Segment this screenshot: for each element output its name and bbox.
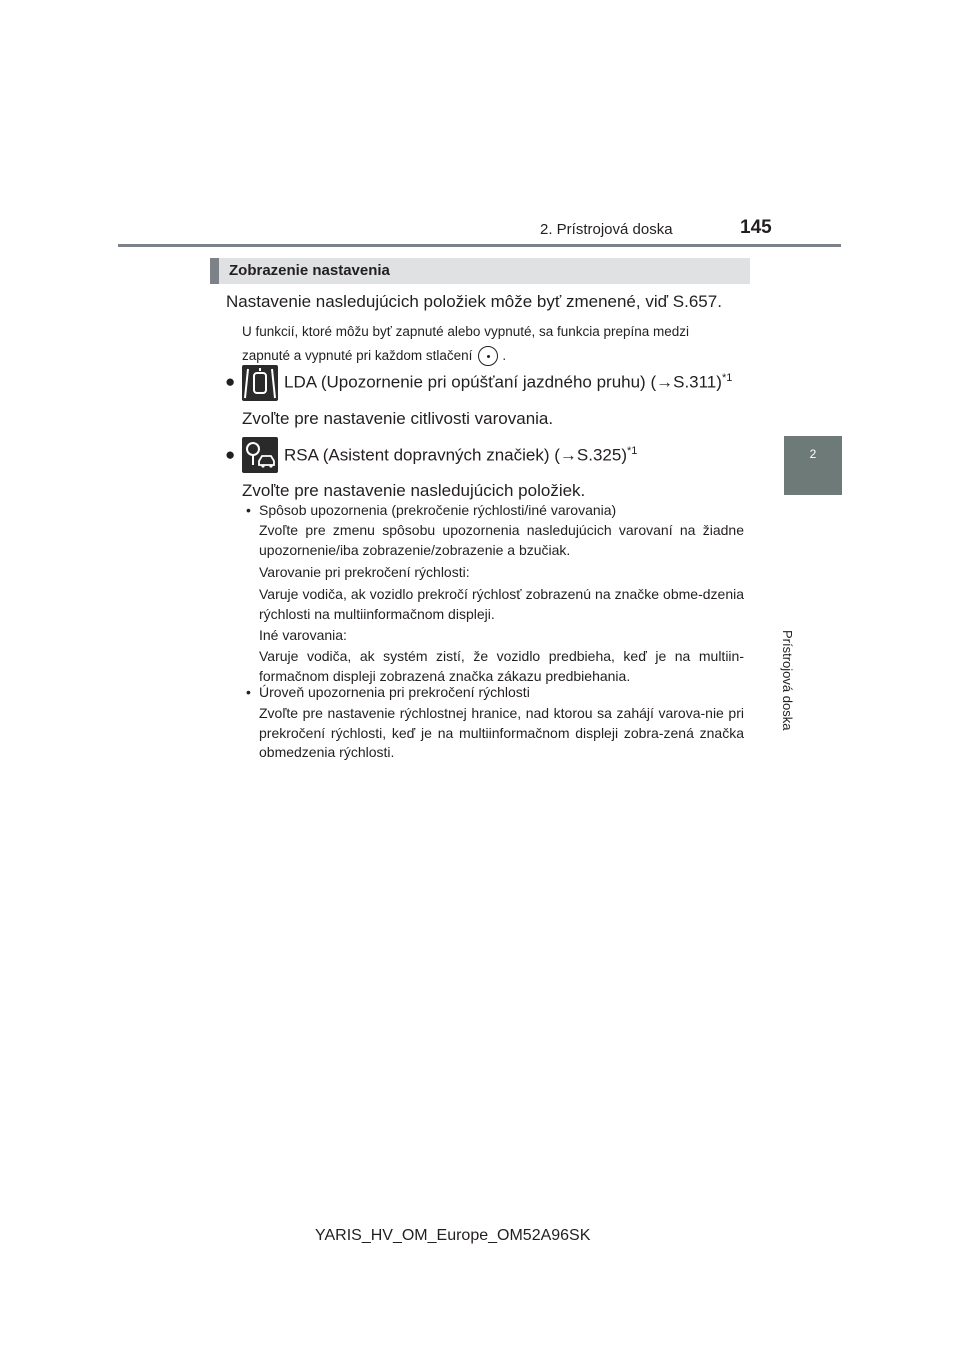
note-line-2: zapnuté a vypnuté pri každom stlačení . [242, 344, 752, 368]
rsa-item: RSA (Asistent dopravných značiek) $(\to S.325)^{*1}$ [284, 445, 638, 465]
lda-item: LDA (Upozornenie pri opúšťaní jazdného pruhu) $(\to S.311)^{*1}$ [284, 372, 733, 392]
sub-item-paragraph: Zvoľte pre nastavenie rýchlostnej hranice, nad ktorou sa zahájí varova-nie pri prekročení rýchlosti, keď je na multiinformačnom displeji zobra-zená značka obmedzenia rýchlosti. [259, 705, 744, 760]
rsa-description: Zvoľte pre nastavenie nasledujúcich položiek. [242, 481, 586, 500]
note-text [242, 320, 752, 368]
bullet: ● [225, 372, 236, 391]
sub-item-paragraph: Iné varovania: [259, 627, 347, 643]
sub-item-paragraph: Varuje vodiča, ak vozidlo prekročí rýchlosť zobrazenú na značke obme-dzenia rýchlosti na multiinformačnom displeji. [259, 586, 744, 622]
section-title: 2. Prístrojová doska [540, 221, 673, 238]
select-button-icon [478, 346, 498, 366]
sub-bullet: • [246, 502, 251, 518]
chapter-number: 2 [809, 447, 817, 461]
sub-item-paragraph: Varuje vodiča, ak systém zistí, že vozidlo predbieha, keď je na multiin-formačnom displeji zobrazená značka zákazu predbiehania. [259, 648, 744, 684]
sub-item-paragraph: Varovanie pri prekročení rýchlosti: [259, 564, 470, 580]
note-line-1: U funkcií, ktoré môžu byť zapnuté alebo vypnuté, sa funkcia prepína medzi [242, 324, 690, 339]
intro-text: Nastavenie nasledujúcich položiek môže byť zmenené, viď S.657. [226, 292, 722, 311]
section-header-title: Zobrazenie nastavenia [229, 262, 390, 279]
chapter-tab [784, 436, 842, 495]
lane-departure-icon [242, 365, 278, 401]
sub-item-title: Úroveň upozornenia pri prekročení rýchlosti [259, 684, 530, 700]
section-header-box [210, 258, 750, 284]
lda-description: Zvoľte pre nastavenie citlivosti varovania. [242, 409, 554, 428]
header-divider [118, 244, 841, 247]
sub-item-paragraph: Zvoľte pre zmenu spôsobu upozornenia nasledujúcich varovaní na žiadne upozornenie/iba zobrazenie/zobrazenie a bzučiak. [259, 522, 744, 558]
sub-item-title: Spôsob upozornenia (prekročenie rýchlosti/iné varovania) [259, 502, 617, 518]
chapter-label: Prístrojová doska [780, 630, 795, 731]
road-sign-assist-icon [242, 437, 278, 473]
sub-bullet: • [246, 684, 251, 700]
page-number: 145 [740, 217, 772, 238]
document-footer: YARIS_HV_OM_Europe_OM52A96SK [315, 1227, 591, 1244]
bullet: ● [225, 445, 236, 464]
